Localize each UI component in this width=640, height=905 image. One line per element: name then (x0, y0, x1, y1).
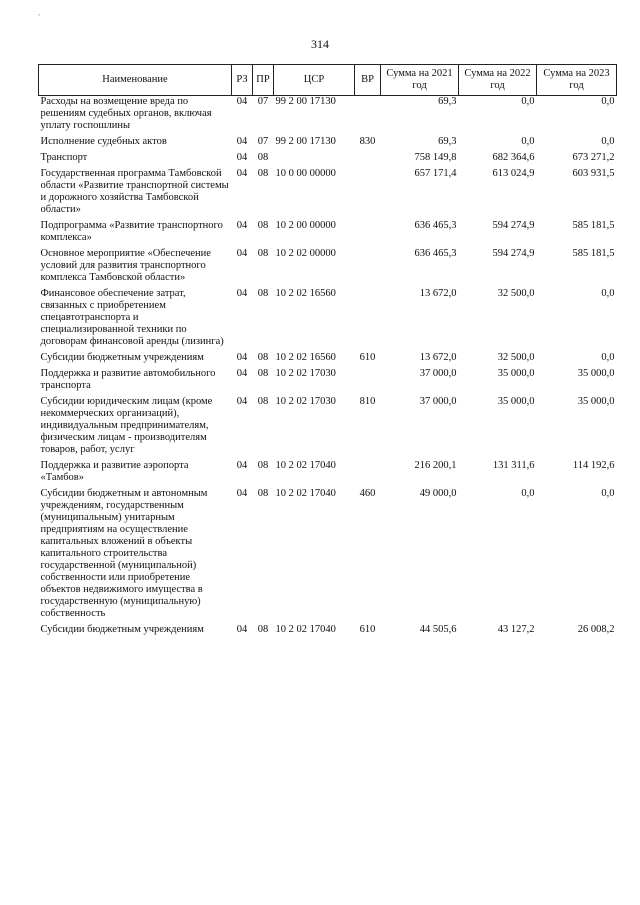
row-pr: 07 (257, 96, 269, 107)
row-csr: 10 2 02 17030 (275, 396, 336, 407)
row-pr: 08 (257, 368, 269, 379)
row-rz: 04 (236, 352, 248, 363)
row-name: Субсидии бюджетным и автономным учреждениям, государственным (муниципальным) унитарным предприятиям на осуществление капитальных вложений в объекты капитального строительства государственной (муниципальной) собственности или приобретение объектов недвижимого имущества в государственную (муниципальную) собственность (40, 488, 208, 619)
row-rz: 04 (236, 368, 248, 379)
page-number: 314 (311, 37, 329, 51)
row-csr: 10 0 00 00000 (275, 168, 336, 179)
row-pr: 08 (257, 288, 269, 299)
row-sum-2021: 657 171,4 (414, 168, 457, 179)
row-vr (355, 288, 381, 352)
row-sum-2023: 0,0 (601, 488, 615, 499)
row-rz: 04 (236, 136, 248, 147)
row-csr: 10 2 00 00000 (275, 220, 336, 231)
table-row (39, 152, 617, 168)
row-vr (355, 96, 381, 137)
row-sum-2022: 613 024,9 (492, 168, 535, 179)
row-pr: 08 (257, 168, 269, 179)
row-name: Поддержка и развитие аэропорта «Тамбов» (40, 460, 189, 483)
row-sum-2023: 35 000,0 (577, 368, 615, 379)
table-row (39, 624, 617, 640)
row-sum-2022: 682 364,6 (492, 152, 535, 163)
row-sum-2021: 37 000,0 (419, 368, 457, 379)
row-pr: 08 (257, 352, 269, 363)
row-csr (274, 152, 355, 168)
row-rz: 04 (236, 248, 248, 259)
row-sum-2023: 603 931,5 (572, 168, 615, 179)
table-row (39, 352, 617, 368)
budget-table (38, 64, 617, 640)
row-sum-2022: 43 127,2 (497, 624, 535, 635)
header-sum-2021: Сумма на 2021 год (381, 65, 459, 96)
row-sum-2021: 69,3 (438, 96, 457, 107)
table-row (39, 96, 617, 137)
row-pr: 08 (257, 488, 269, 499)
row-sum-2022: 35 000,0 (497, 368, 535, 379)
row-sum-2022: 0,0 (521, 96, 535, 107)
row-sum-2021: 44 505,6 (419, 624, 457, 635)
scan-mark: , (38, 8, 40, 17)
row-sum-2021: 13 672,0 (419, 352, 457, 363)
row-name: Субсидии юридическим лицам (кроме некоммерческих организаций), индивидуальным предпринимателям, физическим лицам - производителям товаров, работ, услуг (40, 396, 213, 455)
row-rz: 04 (236, 460, 248, 471)
row-sum-2022: 594 274,9 (492, 220, 535, 231)
row-csr: 10 2 02 16560 (275, 352, 336, 363)
table-row (39, 220, 617, 248)
row-vr (355, 248, 381, 288)
table-row (39, 248, 617, 288)
row-sum-2023: 35 000,0 (577, 396, 615, 407)
row-sum-2022: 32 500,0 (497, 352, 535, 363)
row-sum-2022: 0,0 (521, 136, 535, 147)
row-pr: 08 (257, 152, 269, 163)
row-name: Финансовое обеспечение затрат, связанных с приобретением спецавтотранспорта и специализированной техники по договорам финансовой аренды (лизинга) (40, 288, 224, 347)
row-name: Исполнение судебных актов (40, 136, 167, 147)
row-sum-2021: 49 000,0 (419, 488, 457, 499)
row-sum-2023: 0,0 (601, 352, 615, 363)
row-sum-2021: 13 672,0 (419, 288, 457, 299)
table-row (39, 288, 617, 352)
row-sum-2022: 131 311,6 (492, 460, 535, 471)
row-name: Расходы на возмещение вреда по решениям судебных органов, включая уплату госпошлины (40, 96, 212, 131)
row-rz: 04 (236, 220, 248, 231)
row-sum-2022: 35 000,0 (497, 396, 535, 407)
row-csr: 10 2 02 17040 (275, 460, 336, 471)
header-name: Наименование (39, 65, 232, 96)
row-csr: 99 2 00 17130 (275, 136, 336, 147)
row-sum-2021: 636 465,3 (414, 248, 457, 259)
row-csr: 10 2 02 17040 (275, 488, 336, 499)
table-row (39, 136, 617, 152)
row-vr (355, 220, 381, 248)
header-pr: ПР (253, 65, 274, 96)
row-name: Подпрограмма «Развитие транспортного комплекса» (40, 220, 223, 243)
row-sum-2023: 585 181,5 (572, 248, 615, 259)
row-vr: 810 (359, 396, 376, 407)
row-vr: 830 (359, 136, 376, 147)
table-row (39, 460, 617, 488)
row-pr: 07 (257, 136, 269, 147)
row-sum-2021: 69,3 (438, 136, 457, 147)
table-header-row (39, 65, 617, 96)
row-sum-2021: 216 200,1 (414, 460, 457, 471)
row-name: Государственная программа Тамбовской области «Развитие транспортной системы и дорожного хозяйства Тамбовской области» (40, 168, 229, 215)
row-name: Транспорт (40, 152, 88, 163)
row-rz: 04 (236, 396, 248, 407)
table-row (39, 488, 617, 624)
header-rz: РЗ (232, 65, 253, 96)
row-pr: 08 (257, 624, 269, 635)
row-vr (355, 152, 381, 168)
row-rz: 04 (236, 96, 248, 107)
table-body (39, 96, 617, 641)
table-row (39, 168, 617, 220)
header-sum-2022: Сумма на 2022 год (459, 65, 537, 96)
header-csr: ЦСР (274, 65, 355, 96)
row-sum-2023: 114 192,6 (572, 460, 615, 471)
row-csr: 10 2 02 00000 (275, 248, 336, 259)
row-rz: 04 (236, 152, 248, 163)
row-sum-2023: 0,0 (601, 96, 615, 107)
table-row (39, 368, 617, 396)
row-vr (355, 460, 381, 488)
row-vr (355, 168, 381, 220)
row-sum-2022: 594 274,9 (492, 248, 535, 259)
row-sum-2023: 0,0 (601, 136, 615, 147)
header-vr: ВР (355, 65, 381, 96)
row-sum-2023: 673 271,2 (572, 152, 615, 163)
table-row (39, 396, 617, 460)
row-sum-2021: 37 000,0 (419, 396, 457, 407)
row-sum-2022: 0,0 (521, 488, 535, 499)
row-csr: 99 2 00 17130 (275, 96, 336, 107)
header-sum-2023: Сумма на 2023 год (537, 65, 617, 96)
row-name: Субсидии бюджетным учреждениям (40, 624, 204, 635)
row-sum-2023: 0,0 (601, 288, 615, 299)
row-rz: 04 (236, 488, 248, 499)
row-rz: 04 (236, 288, 248, 299)
row-vr: 460 (359, 488, 376, 499)
row-sum-2021: 758 149,8 (414, 152, 457, 163)
row-sum-2022: 32 500,0 (497, 288, 535, 299)
row-pr: 08 (257, 248, 269, 259)
row-sum-2021: 636 465,3 (414, 220, 457, 231)
row-sum-2023: 585 181,5 (572, 220, 615, 231)
row-pr: 08 (257, 396, 269, 407)
row-csr: 10 2 02 17040 (275, 624, 336, 635)
row-pr: 08 (257, 220, 269, 231)
row-rz: 04 (236, 168, 248, 179)
row-name: Поддержка и развитие автомобильного транспорта (40, 368, 216, 391)
row-csr: 10 2 02 17030 (275, 368, 336, 379)
row-name: Основное мероприятие «Обеспечение условий для развития транспортного комплекса Тамбовской области» (40, 248, 211, 283)
row-csr: 10 2 02 16560 (275, 288, 336, 299)
row-vr: 610 (359, 624, 376, 635)
row-vr: 610 (359, 352, 376, 363)
row-name: Субсидии бюджетным учреждениям (40, 352, 204, 363)
row-sum-2023: 26 008,2 (577, 624, 615, 635)
row-rz: 04 (236, 624, 248, 635)
row-vr (355, 368, 381, 396)
row-pr: 08 (257, 460, 269, 471)
